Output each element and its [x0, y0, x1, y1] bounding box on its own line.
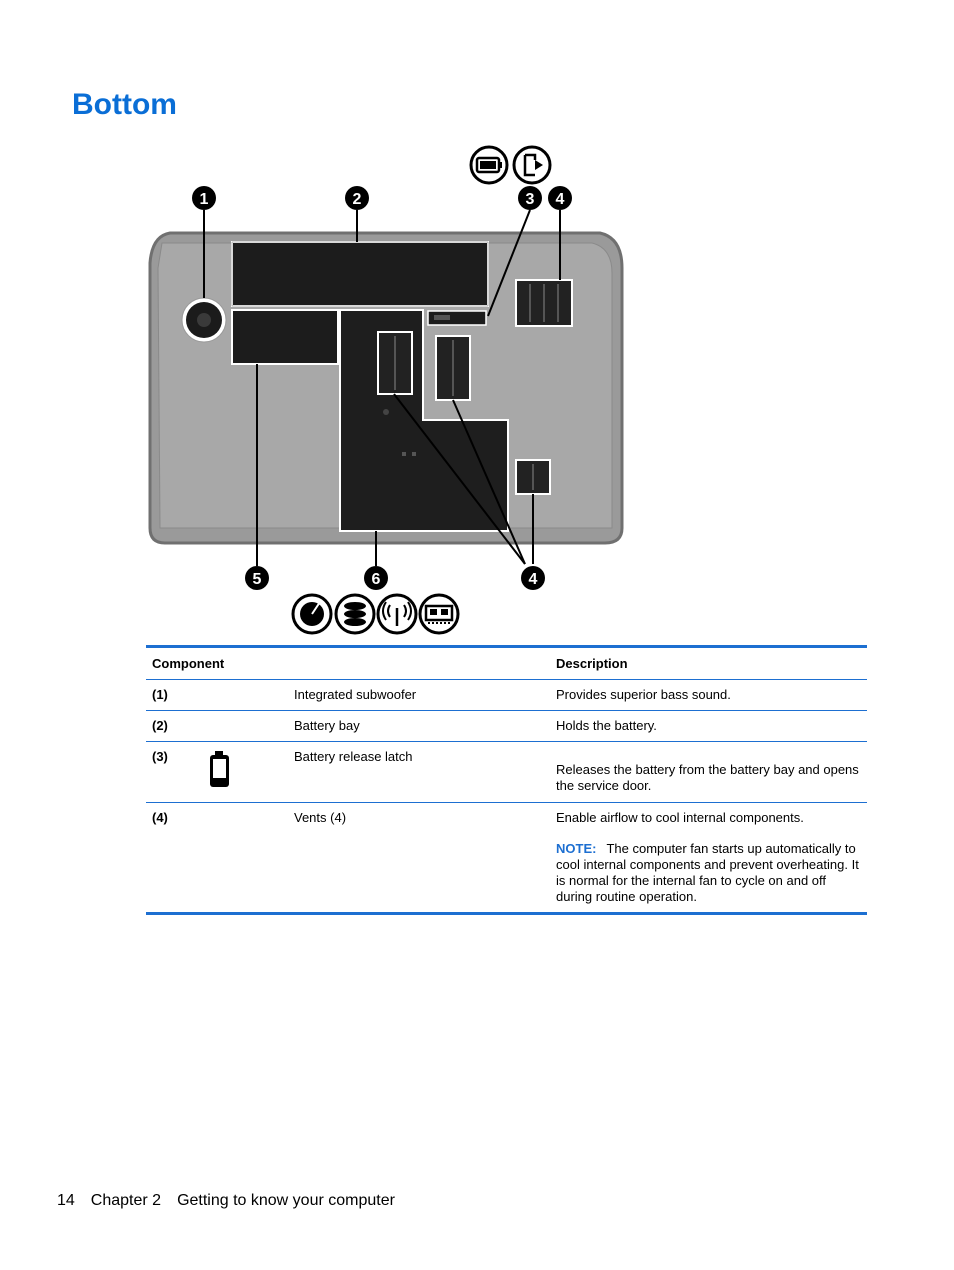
component-number: (3) — [152, 749, 168, 764]
component-description: Provides superior bass sound. — [556, 687, 731, 702]
table-row — [146, 711, 867, 742]
component-description: Releases the battery from the battery bay and opens the service door. — [556, 762, 859, 793]
callout-number: 3 — [525, 191, 535, 208]
callout-number: 4 — [555, 191, 565, 208]
callout-marker — [345, 186, 369, 210]
page-number: 14 — [57, 1192, 75, 1209]
component-number: (4) — [152, 810, 168, 825]
component-description: Enable airflow to cool internal components. — [556, 810, 804, 825]
callout-marker — [364, 566, 388, 590]
note-label: NOTE: — [556, 841, 597, 856]
callout-marker — [548, 186, 572, 210]
memory-module-icon — [420, 595, 458, 633]
note-paragraph — [556, 841, 861, 905]
column-header-component: Component — [146, 647, 550, 680]
chapter-title: Getting to know your computer — [177, 1192, 395, 1209]
component-name: Battery bay — [294, 718, 360, 733]
table-row — [146, 742, 867, 803]
component-number: (2) — [152, 718, 168, 733]
memory-stack-icon — [336, 595, 374, 633]
callout-marker — [192, 186, 216, 210]
battery-icon — [200, 749, 240, 791]
computer-bottom-illustration — [140, 138, 640, 638]
hard-drive-icon — [293, 595, 331, 633]
battery-icon — [471, 147, 507, 183]
callout-number: 1 — [199, 191, 209, 208]
wireless-antenna-icon — [378, 595, 416, 633]
note-text: The computer fan starts up automatically to cool internal components and prevent overheating. It is normal for the internal fan to cycle on and off during routine operation. — [556, 841, 859, 904]
component-table — [146, 645, 867, 915]
page-title: Bottom — [72, 88, 177, 121]
callout-number: 4 — [528, 571, 538, 588]
battery-release-icon — [514, 147, 550, 183]
component-description: Holds the battery. — [556, 718, 657, 733]
page-footer — [57, 1192, 411, 1210]
table-row — [146, 680, 867, 711]
component-name: Vents (4) — [294, 810, 347, 825]
table-row — [146, 803, 867, 914]
callout-number: 2 — [352, 191, 362, 208]
callout-number: 6 — [371, 571, 381, 588]
chapter-label: Chapter 2 — [90, 1192, 162, 1209]
component-name: Integrated subwoofer — [294, 687, 417, 702]
component-name: Battery release latch — [294, 749, 413, 764]
callout-marker — [245, 566, 269, 590]
component-number: (1) — [152, 687, 168, 702]
callout-number: 5 — [252, 571, 262, 588]
column-header-description: Description — [550, 647, 867, 680]
callout-marker — [518, 186, 542, 210]
callout-marker — [521, 566, 545, 590]
